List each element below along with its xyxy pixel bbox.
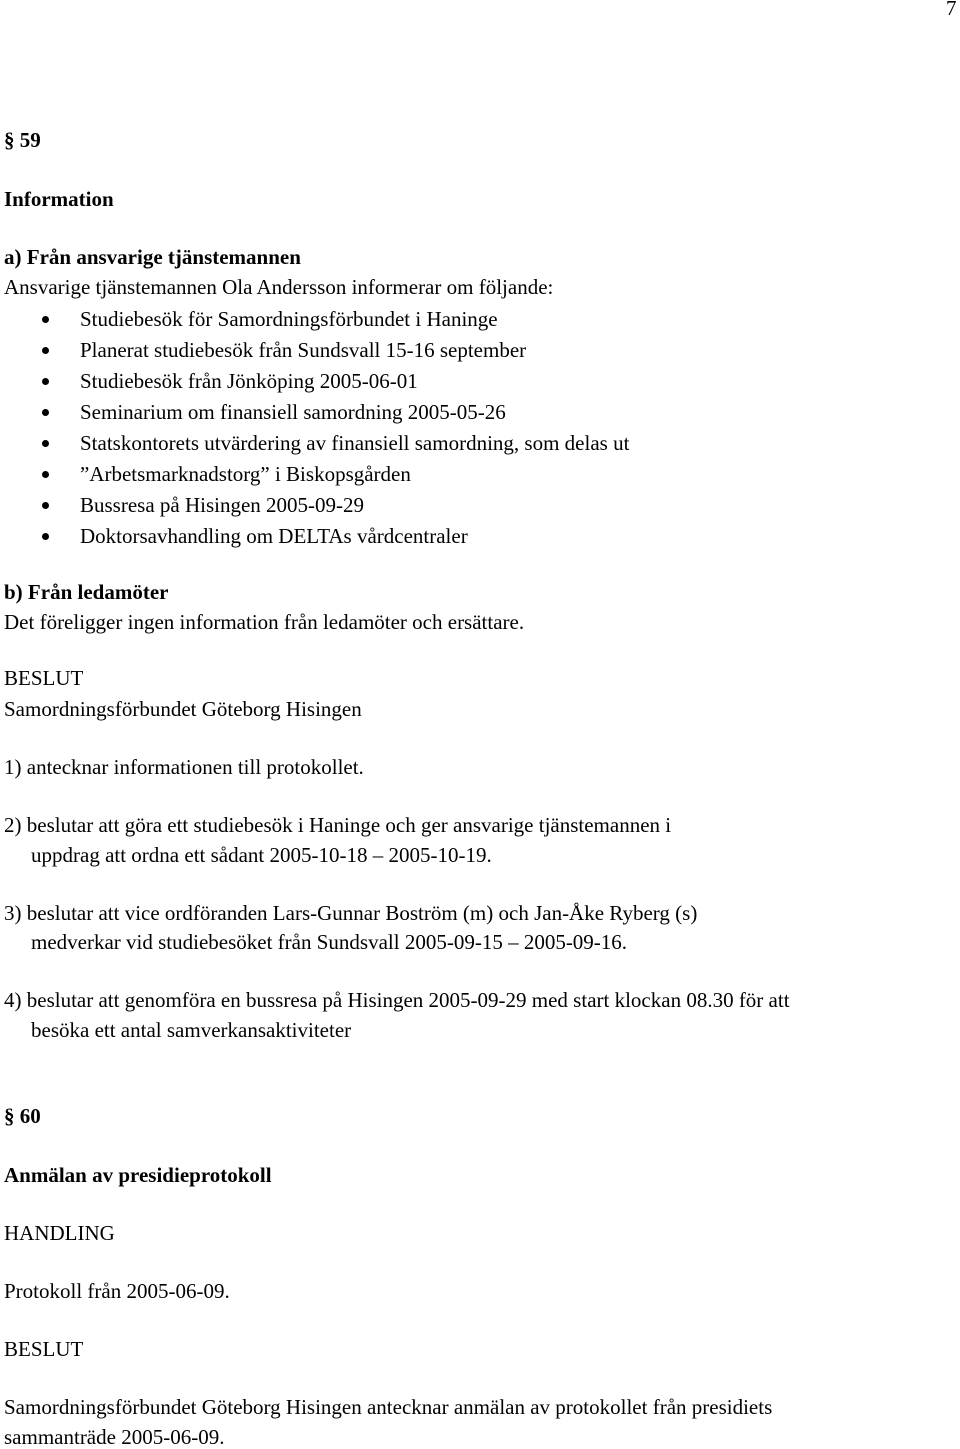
part-a-heading: a) Från ansvarige tjänstemannen — [4, 245, 301, 269]
bullet-icon — [42, 409, 49, 416]
list-item-text: Studiebesök för Samordningsförbundet i Haninge — [80, 307, 498, 331]
section-59-title: Information — [4, 187, 114, 211]
beslut-subject: Samordningsförbundet Göteborg Hisingen — [4, 697, 362, 721]
bullet-icon — [42, 533, 49, 540]
decision-2-line-2: uppdrag att ordna ett sådant 2005-10-18 – 2005-10-19. — [31, 843, 492, 867]
decision-3-line-1: 3) beslutar att vice ordföranden Lars-Gunnar Boström (m) och Jan-Åke Ryberg (s) — [4, 901, 698, 925]
decision-4-line-1: 4) beslutar att genomföra en bussresa på Hisingen 2005-09-29 med start klockan 08.30 för att — [4, 988, 790, 1012]
bullet-icon — [42, 502, 49, 509]
section-60-beslut-line-1: Samordningsförbundet Göteborg Hisingen antecknar anmälan av protokollet från presidiets — [4, 1395, 773, 1419]
bullet-icon — [42, 378, 49, 385]
section-60-beslut-label: BESLUT — [4, 1337, 84, 1361]
list-item-text: Studiebesök från Jönköping 2005-06-01 — [80, 369, 418, 393]
list-item-text: Seminarium om finansiell samordning 2005-05-26 — [80, 400, 506, 424]
section-60-number: § 60 — [4, 1104, 41, 1128]
decision-2-line-1: 2) beslutar att göra ett studiebesök i Haninge och ger ansvarige tjänstemannen i — [4, 813, 672, 837]
decision-4-line-2: besöka ett antal samverkansaktiviteter — [31, 1018, 352, 1042]
section-60-title: Anmälan av presidieprotokoll — [4, 1163, 272, 1187]
list-item-text: ”Arbetsmarknadstorg” i Biskopsgården — [80, 462, 411, 486]
handling-text: Protokoll från 2005-06-09. — [4, 1279, 230, 1303]
list-item-text: Doktorsavhandling om DELTAs vårdcentraler — [80, 524, 468, 548]
bullet-icon — [42, 471, 49, 478]
bullet-icon — [42, 440, 49, 447]
bullet-icon — [42, 347, 49, 354]
list-item-text: Statskontorets utvärdering av finansiell samordning, som delas ut — [80, 431, 630, 455]
list-item-text: Planerat studiebesök från Sundsvall 15-16 september — [80, 338, 527, 362]
decision-3-line-2: medverkar vid studiebesöket från Sundsvall 2005-09-15 – 2005-09-16. — [31, 930, 628, 954]
part-b-heading: b) Från ledamöter — [4, 580, 169, 604]
section-60-beslut-line-2: sammanträde 2005-06-09. — [4, 1425, 225, 1449]
part-a-intro: Ansvarige tjänstemannen Ola Andersson informerar om följande: — [4, 275, 554, 299]
bullet-icon — [42, 316, 49, 323]
part-b-text: Det föreligger ingen information från ledamöter och ersättare. — [4, 610, 525, 634]
section-59-number: § 59 — [4, 128, 41, 152]
handling-label: HANDLING — [4, 1221, 115, 1245]
list-item-text: Bussresa på Hisingen 2005-09-29 — [80, 493, 365, 517]
beslut-label: BESLUT — [4, 666, 84, 690]
page-number: 7 — [946, 0, 957, 20]
decision-1: 1) antecknar informationen till protokollet. — [4, 755, 364, 779]
